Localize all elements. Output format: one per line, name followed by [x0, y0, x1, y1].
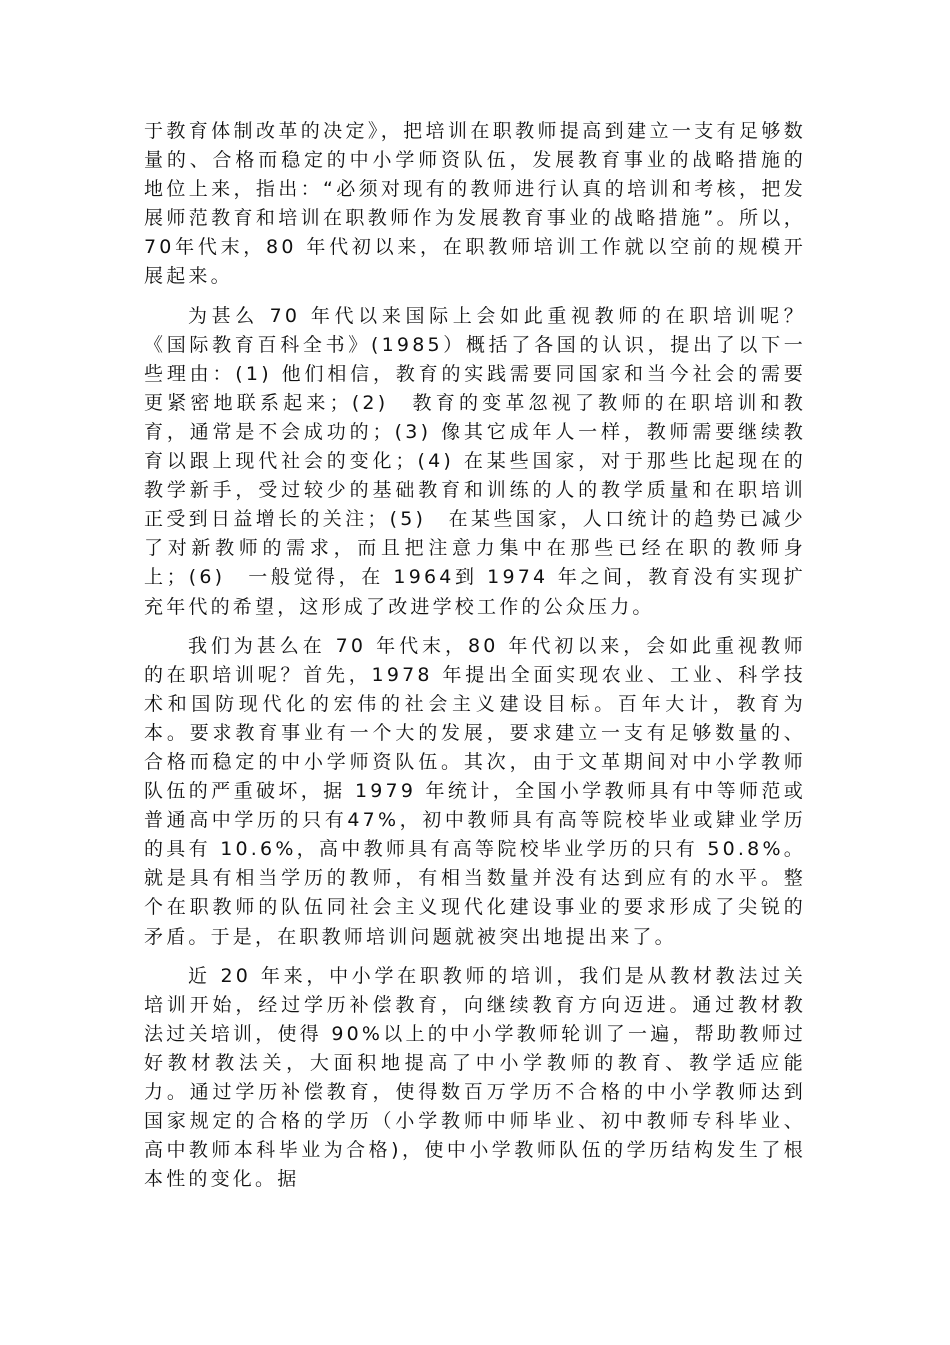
paragraph-training-history: 近 20 年来，中小学在职教师的培训，我们是从教材教法过关培训开始，经过学历补偿教育，向继续教育方向迈进。通过教材教法过关培训，使得 90%以上的中小学教师轮训了一遍，帮助教师过好教材教法关，大面积地提高了中小学教师的教育、教学适应能力。通过学历补偿教育，使得数百万学历不合格的中小学教师达到国家规定的合格的学历（小学教师中师毕业、初中教师专科毕业、高中教师本科毕业为合格)，使中小学教师队伍的学历结构发生了根本性的变化。据 — [144, 964, 806, 1191]
paragraph-international-reasons: 为甚么 70 年代以来国际上会如此重视教师的在职培训呢？《国际教育百科全书》(1985）概括了各国的认识，提出了以下一些理由：(1) 他们相信，教育的实践需要同国家和当今社会的需要更紧密地联系起来；(2) 教育的变革忽视了教师的在职培训和教育，通常是不会成功的；(3) 像其它成年人一样，教师需要继续教育以跟上现代社会的变化；(4) 在某些国家，对于那些比起现在的教学新手，受过较少的基础教育和训练的人的教学质量和在职培训正受到日益增长的关注；(5) 在某些国家，人口统计的趋势已减少了对新教师的需求，而且把注意力集中在那些已经在职的教师身上；(6) 一般觉得，在 1964到 1974 年之间，教育没有实现扩充年代的希望，这形成了改进学校工作的公众压力。 — [144, 304, 806, 618]
document-body — [144, 117, 806, 1194]
paragraph-domestic-reasons: 我们为甚么在 70 年代末，80 年代初以来，会如此重视教师的在职培训呢？首先，1978 年提出全面实现农业、工业、科学技术和国防现代化的宏伟的社会主义建设目标。百年大计，教育为本。要求教育事业有一个大的发展，要求建立一支有足够数量的、合格而稳定的中小学师资队伍。其次，由于文革期间对中小学教师队伍的严重破坏，据 1979 年统计，全国小学教师具有中等师范或普通高中学历的只有47%，初中教师具有高等院校毕业或肄业学历的具有 10.6%，高中教师具有高等院校毕业学历的只有 50.8%。就是具有相当学历的教师，有相当数量并没有达到应有的水平。整个在职教师的队伍同社会主义现代化建设事业的要求形成了尖锐的矛盾。于是，在职教师培训问题就被突出地提出来了。 — [144, 634, 806, 948]
paragraph-continuation: 于教育体制改革的决定》，把培训在职教师提高到建立一支有足够数量的、合格而稳定的中小学师资队伍，发展教育事业的战略措施的地位上来，指出：“必须对现有的教师进行认真的培训和考核，把发展师范教育和培训在职教师作为发展教育事业的战略措施”。所以，70年代末，80 年代初以来，在职教师培训工作就以空前的规模开展起来。 — [144, 120, 806, 288]
